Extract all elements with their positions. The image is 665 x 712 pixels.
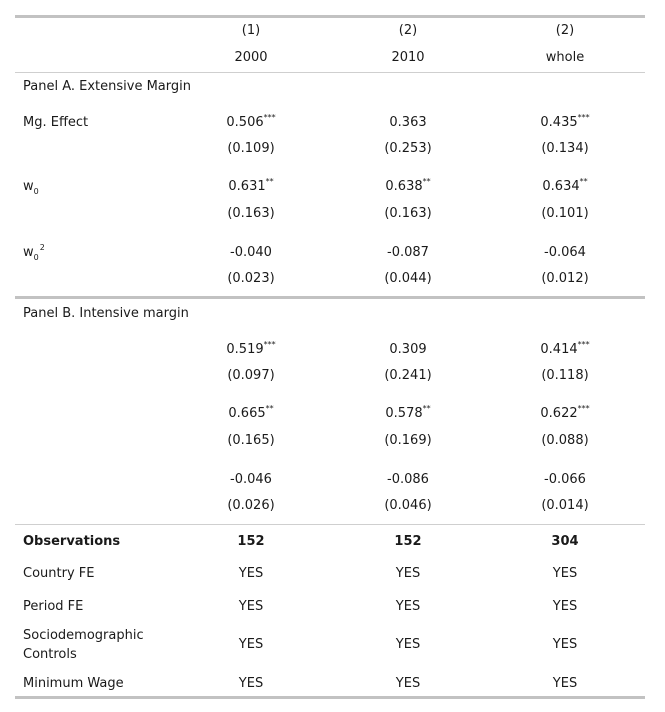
se-cell: (0.088) (541, 433, 589, 448)
control-cell: YES (395, 566, 421, 581)
col-1-number: (1) (241, 23, 261, 38)
row-label-sociodemographic-line1: Sociodemographic (23, 628, 144, 643)
row-label-w0: $w_0$ (23, 179, 39, 196)
coef-cell: -0.087 (387, 245, 429, 260)
observations-cell: 152 (237, 534, 265, 549)
col-2-number: (2) (398, 23, 418, 38)
significance-stars: ** (579, 176, 588, 186)
control-cell: YES (552, 599, 578, 614)
header-rule (15, 72, 645, 73)
coef-cell: -0.040 (230, 245, 272, 260)
coef-cell: 0.634** (542, 176, 588, 194)
row-label-period-fe: Period FE (23, 599, 84, 614)
coef-cell: 0.665** (228, 403, 274, 421)
significance-stars: ** (422, 176, 431, 186)
coef-cell: 0.578** (385, 403, 431, 421)
control-cell: YES (238, 599, 264, 614)
se-cell: (0.134) (541, 141, 589, 156)
significance-stars: *** (577, 112, 590, 122)
se-cell: (0.169) (384, 433, 432, 448)
significance-stars: ** (422, 403, 431, 413)
observations-cell: 304 (551, 534, 579, 549)
control-cell: YES (395, 676, 421, 691)
control-cell: YES (395, 599, 421, 614)
coef-cell: 0.309 (389, 342, 427, 357)
coef-cell: -0.064 (544, 245, 586, 260)
control-cell: YES (238, 566, 264, 581)
se-cell: (0.118) (541, 368, 589, 383)
col-3-number: (2) (555, 23, 575, 38)
se-cell: (0.044) (384, 271, 432, 286)
coef-cell: 0.631** (228, 176, 274, 194)
se-cell: (0.241) (384, 368, 432, 383)
significance-stars: ** (265, 403, 274, 413)
se-cell: (0.163) (227, 206, 275, 221)
se-cell: (0.026) (227, 498, 275, 513)
coef-cell: 0.519*** (226, 339, 276, 357)
se-cell: (0.023) (227, 271, 275, 286)
row-label-minimum-wage: Minimum Wage (23, 676, 124, 691)
row-label-sociodemographic-line2: Controls (23, 647, 77, 662)
se-cell: (0.046) (384, 498, 432, 513)
se-cell: (0.253) (384, 141, 432, 156)
panel-a-title: Panel A. Extensive Margin (23, 79, 191, 94)
control-cell: YES (238, 676, 264, 691)
coef-cell: -0.046 (230, 472, 272, 487)
significance-stars: ** (265, 176, 274, 186)
row-label-w0-squared: $w_0^2$ (23, 243, 45, 262)
panel-separator-rule (15, 296, 645, 299)
col-3-label: whole (545, 50, 585, 65)
coef-cell: 0.414*** (540, 339, 590, 357)
row-label-mg-effect: Mg. Effect (23, 115, 89, 130)
coef-cell: 0.435*** (540, 112, 590, 130)
coef-cell: 0.622*** (540, 403, 590, 421)
se-cell: (0.165) (227, 433, 275, 448)
se-cell: (0.101) (541, 206, 589, 221)
control-cell: YES (552, 566, 578, 581)
coef-cell: -0.086 (387, 472, 429, 487)
significance-stars: *** (263, 112, 276, 122)
panel-b-title: Panel B. Intensive margin (23, 306, 189, 321)
row-label-country-fe: Country FE (23, 566, 95, 581)
observations-cell: 152 (394, 534, 422, 549)
se-cell: (0.109) (227, 141, 275, 156)
coef-cell: -0.066 (544, 472, 586, 487)
control-cell: YES (395, 637, 421, 652)
coef-cell: 0.638** (385, 176, 431, 194)
col-1-label: 2000 (234, 50, 268, 65)
footer-separator-rule (15, 524, 645, 525)
significance-stars: *** (577, 339, 590, 349)
row-label-observations: Observations (23, 534, 121, 549)
significance-stars: *** (577, 403, 590, 413)
col-2-label: 2010 (391, 50, 425, 65)
significance-stars: *** (263, 339, 276, 349)
se-cell: (0.012) (541, 271, 589, 286)
se-cell: (0.163) (384, 206, 432, 221)
top-rule (15, 15, 645, 18)
control-cell: YES (552, 637, 578, 652)
control-cell: YES (552, 676, 578, 691)
coef-cell: 0.363 (389, 115, 427, 130)
coef-cell: 0.506*** (226, 112, 276, 130)
bottom-rule (15, 696, 645, 699)
se-cell: (0.014) (541, 498, 589, 513)
control-cell: YES (238, 637, 264, 652)
se-cell: (0.097) (227, 368, 275, 383)
